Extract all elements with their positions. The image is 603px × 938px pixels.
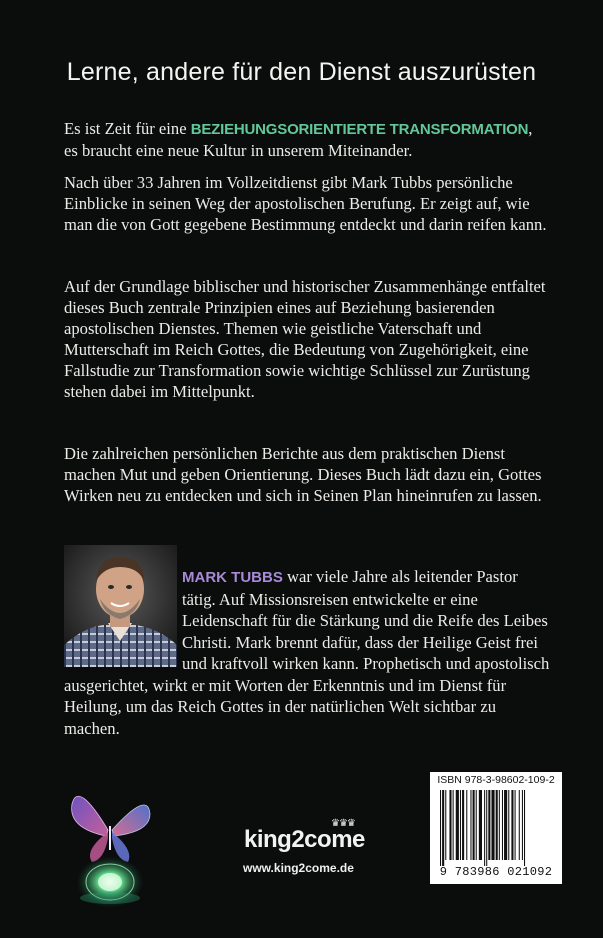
barcode-bar (488, 790, 490, 860)
intro-highlight: BEZIEHUNGSORIENTIERTE TRANSFORMATION (190, 121, 529, 138)
barcode-bar (486, 790, 487, 866)
barcode-bar (460, 790, 461, 860)
author-name: MARK TUBBS (182, 569, 283, 586)
barcode-bar (470, 790, 471, 860)
paragraph-invitation: Die zahlreichen persönlichen Berichte aus dem praktischen Dienst machen Mut und geben Orientierung. Dieses Buch lädt dazu ein, Gottes Wirken neu zu entdecken und sich in Seinen Plan hineinrufen zu lassen. (64, 444, 542, 505)
barcode-bar (442, 790, 444, 866)
barcode-bar (440, 790, 441, 866)
isbn-barcode (430, 772, 562, 884)
barcode-bar (473, 790, 475, 860)
barcode-bar (508, 790, 509, 860)
barcode-bar (445, 790, 446, 860)
intro-text-after: , es braucht eine neue Kultur in unserem Miteinander. (64, 119, 533, 160)
barcode-bar (476, 790, 477, 860)
barcode-bar (479, 790, 482, 860)
barcode-bar (456, 790, 459, 860)
publisher-url: www.king2come.de (243, 861, 354, 875)
barcode-bar (515, 790, 516, 860)
barcode-bar (511, 790, 513, 860)
crown-icon: ♛♛♛ (331, 818, 355, 829)
author-bio (64, 566, 554, 739)
back-cover-heading: Lerne, andere für den Dienst auszurüsten (66, 58, 537, 86)
intro-paragraph (64, 118, 550, 161)
barcode-bar (522, 790, 523, 860)
publisher-logo-text: king2come (244, 826, 365, 853)
barcode-bar (484, 790, 485, 866)
barcode-bar (466, 790, 467, 860)
paragraph-experience: Nach über 33 Jahren im Vollzeitdienst gibt Mark Tubbs persönliche Einblicke in seinen Weg der apostolischen Berufung. Er zeigt auf, wie man die von Gott gegebene Bestimmung entdeckt und darin reifen kann. (64, 173, 547, 234)
barcode-bars (430, 790, 562, 866)
barcode-bar (502, 790, 503, 860)
barcode-bar (524, 790, 525, 866)
barcode-bar (499, 790, 500, 860)
publisher-logo (244, 818, 384, 854)
barcode-bar (449, 790, 451, 860)
paragraph-principles: Auf der Grundlage biblischer und historischer Zusammenhänge entfaltet dieses Buch zentrale Prinzipien eines auf Beziehung basierenden apostolischen Dienstes. Themen wie geistliche Vaterschaft und Mutterschaft im Reich Gottes, die Bedeutung von Zugehörigkeit, eine Fallstudie zur Transformation sowie wichtige Schlüssel zur Zurüstung stehen dabei im Mittelpunkt. (64, 277, 546, 401)
barcode-bar (462, 790, 464, 860)
isbn-label: ISBN 978-3-98602-109-2 (437, 774, 555, 786)
barcode-bar (504, 790, 507, 860)
intro-text-before: Es ist Zeit für eine (64, 119, 191, 138)
barcode-bar (453, 790, 454, 860)
barcode-bar (496, 790, 498, 860)
barcode-bar (519, 790, 520, 860)
butterfly-icon (50, 770, 170, 920)
author-bio-text: war viele Jahre als leitender Pastor tätig. Auf Missionsreisen entwickelte er eine Leidenschaft für die Stärkung und die Reife des Leibes Christi. Mark brennt dafür, dass der Heilige Geist frei und kraftvoll wirken kann. Prophetisch und apostolisch ausgerichtet, wirkt er mit Worten der Erkenntnis und im Dienst für Heilung, um das Reich Gottes in der natürlichen Welt sichtbar zu machen. (64, 567, 550, 738)
barcode-bar (491, 790, 494, 860)
barcode-digits: 9 783986 021092 (439, 865, 553, 879)
photo-spacer (64, 566, 182, 673)
